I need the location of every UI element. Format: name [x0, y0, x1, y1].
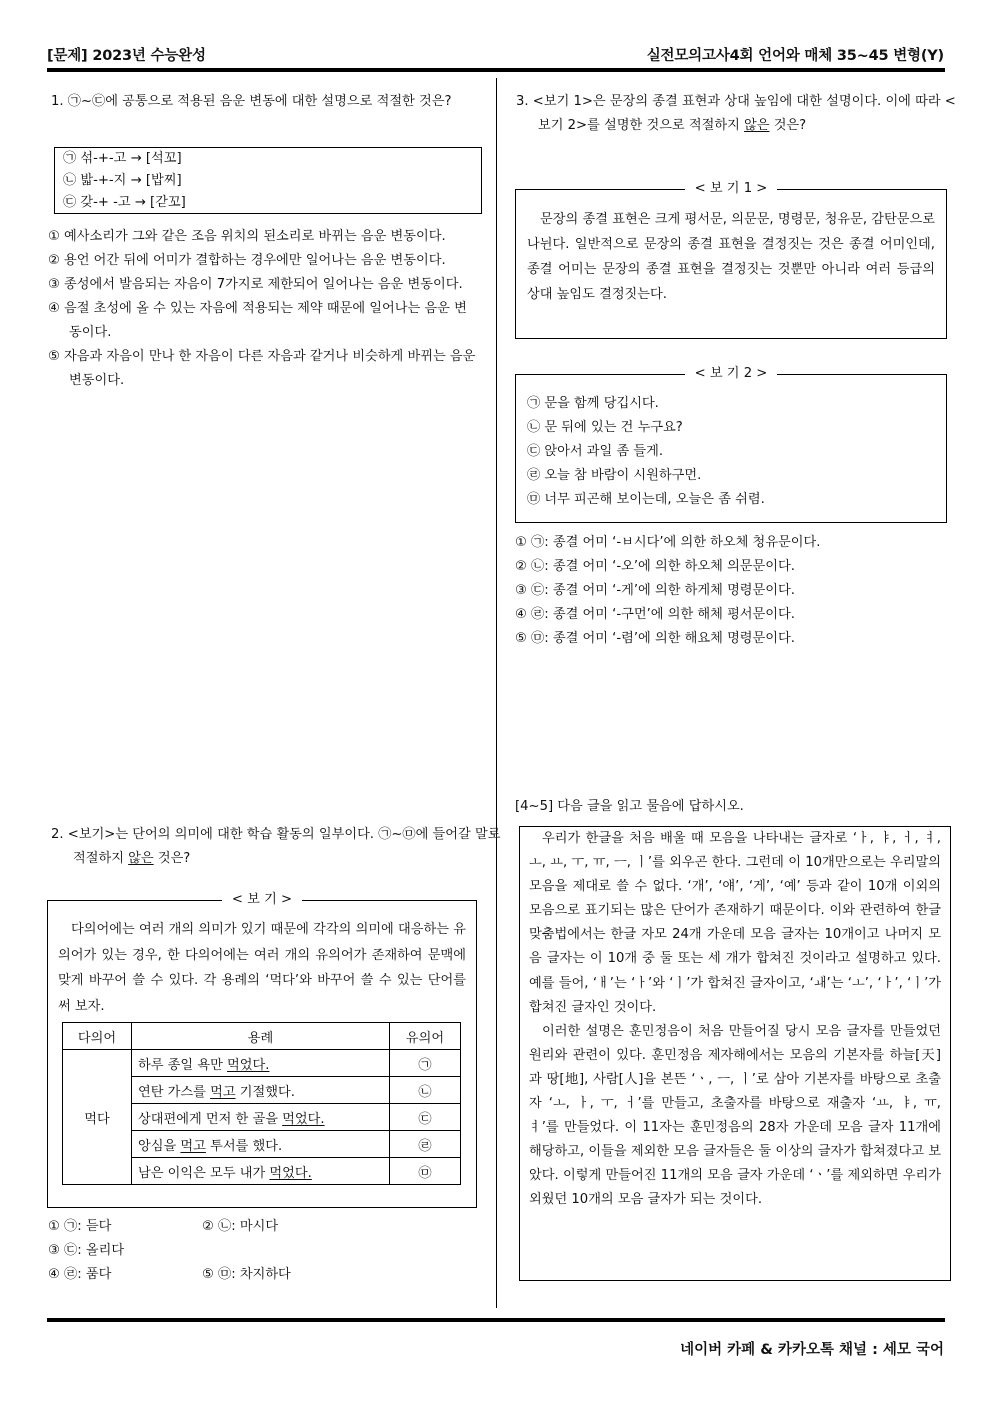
table-header: 다의어 — [63, 1023, 132, 1050]
column-divider — [496, 78, 497, 1308]
q1-item: ㉠ 섞-+-고 → [석꼬] — [63, 151, 182, 166]
q2-bogi-text: 다의어에는 여러 개의 의미가 있기 때문에 각각의 의미에 대응하는 유의어가 있는 경우, 한 다의어에는 여러 개의 유의어가 존재하여 문맥에 맞게 바꾸어 쓸 수 있다. 각 용례의 ‘먹다’와 바꾸어 쓸 수 있는 단어를 써 보자. — [58, 922, 466, 1014]
q2-stem-end: 것은? — [153, 851, 191, 866]
q3-bogi2-title: < 보 기 2 > — [685, 366, 778, 381]
q1-option-1[interactable]: ① 예사소리가 그와 같은 조음 위치의 된소리로 바뀌는 음운 변동이다. — [48, 229, 446, 244]
table-row-example: 남은 이익은 모두 내가 먹었다. — [132, 1158, 390, 1185]
q2-option-3[interactable]: ③ ㉢: 올리다 — [48, 1243, 125, 1258]
table-row-mark: ㉠ — [390, 1050, 461, 1077]
q1-option-5[interactable]: ⑤ 자음과 자음이 만나 한 자음이 다른 자음과 같거나 비슷하게 바뀌는 음운 변동이다. — [48, 349, 476, 388]
q2-option-5[interactable]: ⑤ ㉤: 차지하다 — [202, 1267, 291, 1282]
table-row-example: 앙심을 먹고 투서를 했다. — [132, 1131, 390, 1158]
q3-bogi1-text: 문장의 종결 표현은 크게 평서문, 의문문, 명령문, 청유문, 감탄문으로 나뉜다. 일반적으로 문장의 종결 표현을 결정짓는 것은 종결 어미인데, 종결 어미는 문장의 종결 표현을 결정짓는 것뿐만 아니라 여러 등급의 상대 높임도 결정짓는다. — [527, 212, 935, 302]
q3-bogi2-item: ㉢ 앉아서 과일 좀 들게. — [527, 444, 664, 459]
q2-stem — [51, 823, 501, 871]
q3-option-4[interactable]: ④ ㉣: 종결 어미 ‘-구먼’에 의한 해체 평서문이다. — [515, 607, 795, 622]
q3-bogi2-item: ㉣ 오늘 참 바람이 시원하구먼. — [527, 468, 702, 483]
q2-option-2[interactable]: ② ㉡: 마시다 — [202, 1219, 279, 1234]
table-row-example: 연탄 가스를 먹고 기절했다. — [132, 1077, 390, 1104]
q3-bogi1-title: < 보 기 1 > — [685, 181, 778, 196]
table-row-mark: ㉡ — [390, 1077, 461, 1104]
q1-option-4[interactable]: ④ 음절 초성에 올 수 있는 자음에 적용되는 제약 때문에 일어나는 음운 변동이다. — [48, 301, 467, 340]
passage-paragraph-2: 이러한 설명은 훈민정음이 처음 만들어질 당시 모음 글자를 만들었던 원리와 관련이 있다. 훈민정음 제자해에서는 모음의 기본자를 하늘[天]과 땅[地], 사람[人]을 본뜬 ‘ㆍ, ㅡ, ㅣ’로 삼아 기본자를 바탕으로 초출자 ‘ㅗ, ㅏ, ㅜ, ㅓ’를 만들고, 초출자를 바탕으로 재출자 ‘ㅛ, ㅑ, ㅠ, ㅕ’를 만들었다. 이 11자는 훈민정음의 28자 가운데 모음 글자 11개에 해당하고, 이들을 제외한 모음 글자들은 둘 이상의 글자가 합쳐졌다고 보았다. 이렇게 만들어진 11개의 모음 글자 가운데 ‘ㆍ’를 제외하면 우리가 외웠던 10개의 모음 글자가 되는 것이다. — [529, 1023, 941, 1208]
q1-options — [48, 225, 479, 393]
table-header: 용례 — [132, 1023, 390, 1050]
table-word: 먹다 — [63, 1050, 132, 1185]
q3-stem-text: 3. <보기 1>은 문장의 종결 표현과 상대 높임에 대한 설명이다. 이에 따라 <보기 2>를 설명한 것으로 적절하지 — [516, 94, 956, 133]
q1-item: ㉢ 갖-+ -고 → [갇꼬] — [63, 195, 186, 210]
q3-option-5[interactable]: ⑤ ㉤: 종결 어미 ‘-렴’에 의한 해요체 명령문이다. — [515, 631, 795, 646]
q3-bogi2-item: ㉤ 너무 피곤해 보이는데, 오늘은 좀 쉬렴. — [527, 492, 765, 507]
q1-option-3[interactable]: ③ 종성에서 발음되는 자음이 7가지로 제한되어 일어나는 음운 변동이다. — [48, 277, 463, 292]
q3-bogi2-box — [515, 366, 947, 523]
q2-options — [48, 1215, 488, 1287]
passage-paragraph-1: 우리가 한글을 처음 배울 때 모음을 나타내는 글자로 ‘ㅏ, ㅑ, ㅓ, ㅕ, ㅗ, ㅛ, ㅜ, ㅠ, ㅡ, ㅣ’를 외우곤 한다. 그런데 이 10개만으로는 우리말의 모음을 제대로 쓸 수 없다. ‘개’, ‘얘’, ‘게’, ‘예’ 등과 같이 10개 이외의 모음으로 표기되는 많은 단어가 존재하기 때문이다. 이와 관련하여 한글 맞춤법에서는 한글 자모 24개 가운데 모음 글자는 10개이고 나머지 모음 글자는 이 10개 중 둘 또는 세 개가 합쳐진 것이라고 설명하고 있다. 예를 들어, ‘ㅐ’는 ‘ㅏ’와 ‘ㅣ’가 합쳐진 글자이고, ‘ㅙ’는 ‘ㅗ’, ‘ㅏ’, ‘ㅣ’가 합쳐진 글자인 것이다. — [529, 831, 941, 1015]
table-row-mark: ㉢ — [390, 1104, 461, 1131]
q1-option-2[interactable]: ② 용언 어간 뒤에 어미가 결합하는 경우에만 일어나는 음운 변동이다. — [48, 253, 446, 268]
table-row-example: 상대편에게 먼저 한 골을 먹었다. — [132, 1104, 390, 1131]
q3-bogi2-item: ㉠ 문을 함께 당깁시다. — [527, 396, 659, 411]
footer-credit: 네이버 카페 & 카카오톡 채널 : 세모 국어 — [680, 1342, 944, 1358]
q3-bogi2-list — [527, 392, 935, 512]
top-rule — [47, 68, 945, 72]
header-left: [문제] 2023년 수능완성 — [47, 48, 206, 64]
q3-stem-emphasis: 않은 — [744, 118, 770, 133]
q3-bogi1-box — [515, 181, 947, 339]
q3-bogi2-item: ㉡ 문 뒤에 있는 건 누구요? — [527, 420, 683, 435]
q3-stem — [516, 90, 968, 138]
passage-box — [519, 826, 951, 1281]
table-row-example: 하루 종일 욕만 먹었다. — [132, 1050, 390, 1077]
bottom-rule — [47, 1318, 945, 1322]
q1-item-box — [54, 147, 482, 214]
q2-option-4[interactable]: ④ ㉣: 품다 — [48, 1267, 112, 1282]
q3-option-1[interactable]: ① ㉠: 종결 어미 ‘-ㅂ시다’에 의한 하오체 청유문이다. — [515, 535, 821, 550]
table-row-mark: ㉤ — [390, 1158, 461, 1185]
q2-stem-text: 2. <보기>는 단어의 의미에 대한 학습 활동의 일부이다. ㉠~㉤에 들어갈 말로 적절하지 — [51, 827, 501, 866]
q3-option-2[interactable]: ② ㉡: 종결 어미 ‘-오’에 의한 하오체 의문문이다. — [515, 559, 795, 574]
header-right: 실전모의고사4회 언어와 매체 35~45 변형(Y) — [646, 48, 944, 64]
q3-option-3[interactable]: ③ ㉢: 종결 어미 ‘-게’에 의한 하게체 명령문이다. — [515, 583, 795, 598]
q2-bogi-title: < 보 기 > — [222, 892, 302, 907]
table-header: 유의어 — [390, 1023, 461, 1050]
q3-stem-end: 것은? — [769, 118, 807, 133]
q1-stem: 1. ㉠~㉢에 공통으로 적용된 음운 변동에 대한 설명으로 적절한 것은? — [51, 94, 452, 109]
table-row-mark: ㉣ — [390, 1131, 461, 1158]
q3-options — [515, 531, 947, 651]
q1-item: ㉡ 밟-+-지 → [밥찌] — [63, 173, 182, 188]
q2-stem-emphasis: 않은 — [128, 851, 154, 866]
q2-table — [62, 1022, 461, 1185]
passage-intro: [4~5] 다음 글을 읽고 물음에 답하시오. — [515, 799, 744, 814]
q2-option-1[interactable]: ① ㉠: 듣다 — [48, 1219, 112, 1234]
